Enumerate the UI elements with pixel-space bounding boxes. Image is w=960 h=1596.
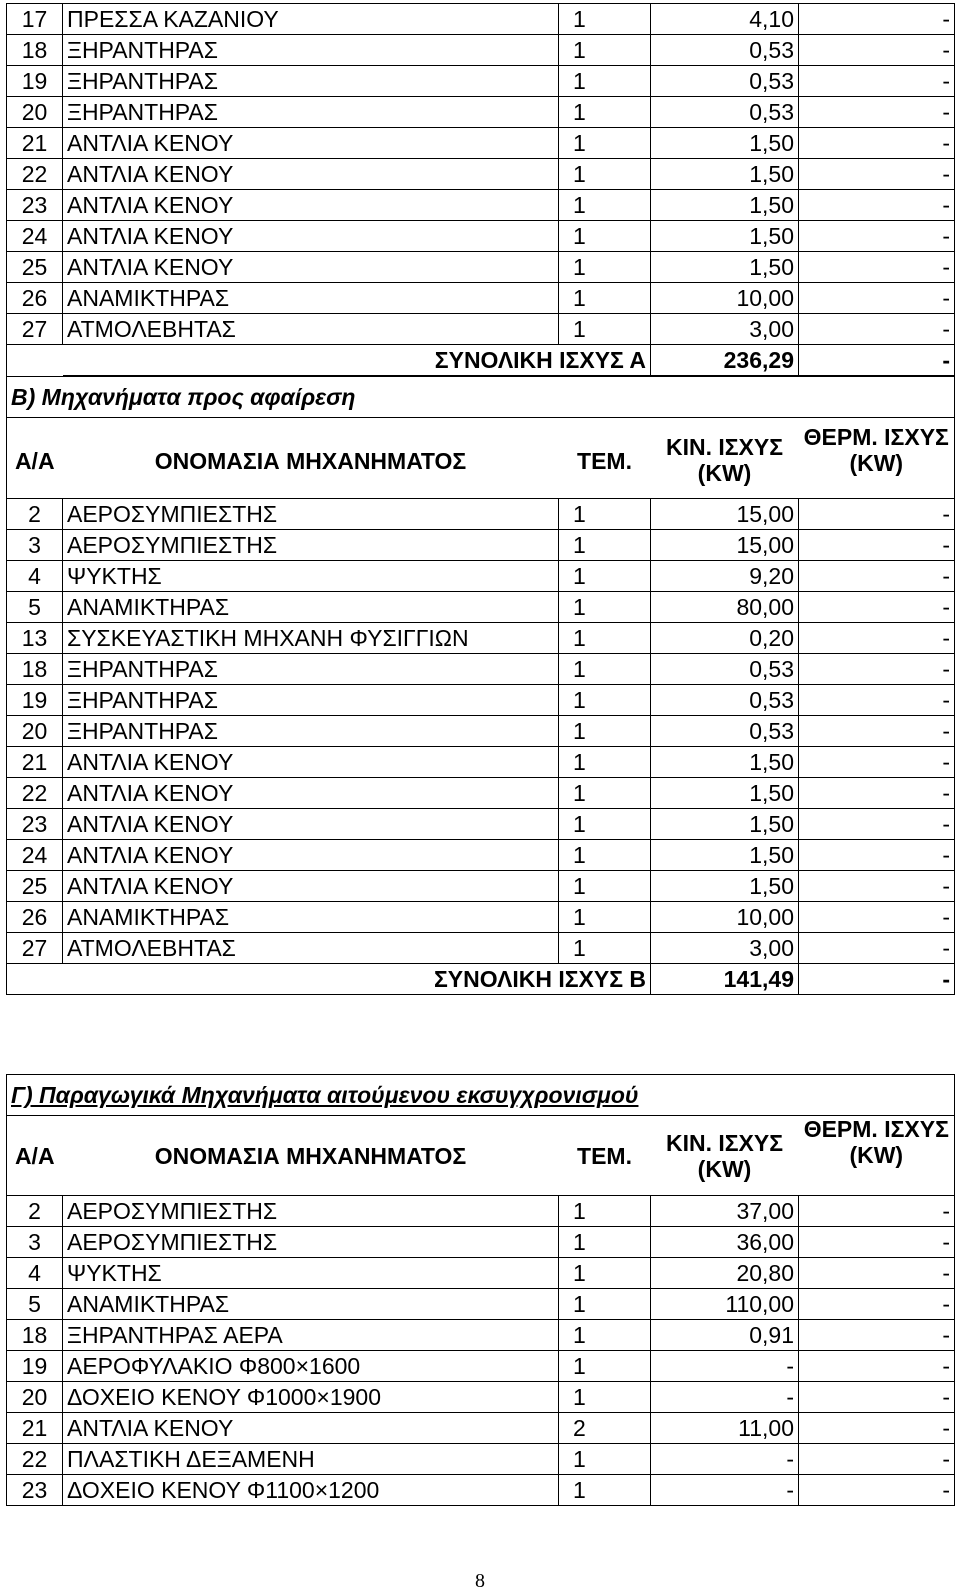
total-label: ΣΥΝΟΛΙΚΗ ΙΣΧΥΣ Β <box>63 963 651 994</box>
row-therm: - <box>799 1258 955 1289</box>
row-name: ΨΥΚΤΗΣ <box>63 560 559 591</box>
total-kin: 236,29 <box>651 345 799 376</box>
row-aa: 25 <box>7 870 63 901</box>
row-qty: 1 <box>559 932 651 963</box>
row-therm: - <box>799 66 955 97</box>
row-kin: 1,50 <box>651 128 799 159</box>
row-aa: 5 <box>7 1289 63 1320</box>
row-name: ΞΗΡΑΝΤΗΡΑΣ <box>63 97 559 128</box>
row-therm: - <box>799 715 955 746</box>
row-aa: 26 <box>7 283 63 314</box>
row-qty: 1 <box>559 283 651 314</box>
row-name: ΑΤΜΟΛΕΒΗΤΑΣ <box>63 314 559 345</box>
table-row <box>7 159 955 190</box>
row-aa: 23 <box>7 190 63 221</box>
table-row <box>7 221 955 252</box>
row-therm: - <box>799 190 955 221</box>
row-therm: - <box>799 1289 955 1320</box>
row-kin: 1,50 <box>651 252 799 283</box>
table-row <box>7 1413 955 1444</box>
header-qty: ΤΕΜ. <box>577 447 632 474</box>
row-name: ΑΕΡΟΣΥΜΠΙΕΣΤΗΣ <box>63 1227 559 1258</box>
row-name: ΑΕΡΟΣΥΜΠΙΕΣΤΗΣ <box>63 1196 559 1227</box>
row-qty: 1 <box>559 839 651 870</box>
table-row <box>7 932 955 963</box>
row-aa: 4 <box>7 1258 63 1289</box>
row-name: ΑΝΤΛΙΑ ΚΕΝΟΥ <box>63 1413 559 1444</box>
row-qty: 1 <box>559 1351 651 1382</box>
row-qty: 1 <box>559 97 651 128</box>
header-name: ΟΝΟΜΑΣΙΑ ΜΗΧΑΝΗΜΑΤΟΣ <box>154 447 467 474</box>
row-kin: 11,00 <box>651 1413 799 1444</box>
table-section-a <box>6 3 955 376</box>
row-kin: 1,50 <box>651 839 799 870</box>
row-aa: 3 <box>7 529 63 560</box>
table-row <box>7 1382 955 1413</box>
row-qty: 1 <box>559 1196 651 1227</box>
row-qty: 1 <box>559 622 651 653</box>
row-qty: 1 <box>559 653 651 684</box>
row-therm: - <box>799 159 955 190</box>
row-kin: 15,00 <box>651 498 799 529</box>
row-kin: - <box>651 1351 799 1382</box>
row-name: ΑΝΤΛΙΑ ΚΕΝΟΥ <box>63 190 559 221</box>
table-row <box>7 314 955 345</box>
row-therm: - <box>799 97 955 128</box>
row-therm: - <box>799 1382 955 1413</box>
row-kin: 1,50 <box>651 870 799 901</box>
header-aa: Α/Α <box>7 1116 63 1196</box>
table-row <box>7 4 955 35</box>
table-row <box>7 1227 955 1258</box>
table-row <box>7 777 955 808</box>
table-row <box>7 684 955 715</box>
table-row <box>7 1320 955 1351</box>
row-aa: 21 <box>7 128 63 159</box>
row-aa: 2 <box>7 498 63 529</box>
row-therm: - <box>799 1196 955 1227</box>
table-row <box>7 252 955 283</box>
section-c-title-row <box>7 1075 955 1116</box>
row-name: ΠΛΑΣΤΙΚΗ ΔΕΞΑΜΕΝΗ <box>63 1444 559 1475</box>
table-row <box>7 529 955 560</box>
row-therm: - <box>799 560 955 591</box>
row-qty: 1 <box>559 1258 651 1289</box>
table-row <box>7 1258 955 1289</box>
row-kin: 1,50 <box>651 221 799 252</box>
row-name: ΑΝΤΛΙΑ ΚΕΝΟΥ <box>63 746 559 777</box>
row-therm: - <box>799 808 955 839</box>
header-therm: ΘΕΡΜ. ΙΣΧΥΣ (KW) <box>799 424 955 498</box>
row-qty: 1 <box>559 777 651 808</box>
row-name: ΔΟΧΕΙΟ ΚΕΝΟΥ Φ1100×1200 <box>63 1475 559 1506</box>
row-name: ΑΕΡΟΣΥΜΠΙΕΣΤΗΣ <box>63 498 559 529</box>
header-qty: ΤΕΜ. <box>577 1142 632 1169</box>
row-therm: - <box>799 777 955 808</box>
row-aa: 26 <box>7 901 63 932</box>
row-aa: 5 <box>7 591 63 622</box>
table-row <box>7 901 955 932</box>
section-b-title-row <box>7 377 955 418</box>
section-title: Γ) Παραγωγικά Μηχανήματα αιτούμενου εκσυγχρονισμού <box>11 1082 639 1108</box>
row-kin: 0,53 <box>651 97 799 128</box>
table-row <box>7 870 955 901</box>
row-kin: 3,00 <box>651 314 799 345</box>
row-kin: 1,50 <box>651 808 799 839</box>
row-qty: 1 <box>559 190 651 221</box>
row-therm: - <box>799 1351 955 1382</box>
row-therm: - <box>799 746 955 777</box>
row-name: ΔΟΧΕΙΟ ΚΕΝΟΥ Φ1000×1900 <box>63 1382 559 1413</box>
row-therm: - <box>799 252 955 283</box>
row-therm: - <box>799 221 955 252</box>
row-therm: - <box>799 591 955 622</box>
row-qty: 1 <box>559 221 651 252</box>
header-name: ΟΝΟΜΑΣΙΑ ΜΗΧΑΝΗΜΑΤΟΣ <box>154 1142 467 1169</box>
row-aa: 21 <box>7 1413 63 1444</box>
row-kin: 3,00 <box>651 932 799 963</box>
row-name: ΑΝΑΜΙΚΤΗΡΑΣ <box>63 591 559 622</box>
row-aa: 18 <box>7 1320 63 1351</box>
total-row-b <box>7 963 955 994</box>
row-aa: 18 <box>7 653 63 684</box>
header-row <box>7 1116 955 1196</box>
row-qty: 1 <box>559 808 651 839</box>
row-kin: 4,10 <box>651 4 799 35</box>
row-qty: 1 <box>559 1382 651 1413</box>
table-row <box>7 653 955 684</box>
row-kin: 0,53 <box>651 35 799 66</box>
row-name: ΞΗΡΑΝΤΗΡΑΣ <box>63 35 559 66</box>
table-row <box>7 1475 955 1506</box>
row-kin: 37,00 <box>651 1196 799 1227</box>
table-row <box>7 283 955 314</box>
row-therm: - <box>799 932 955 963</box>
row-aa: 22 <box>7 777 63 808</box>
row-name: ΞΗΡΑΝΤΗΡΑΣ <box>63 715 559 746</box>
row-name: ΑΝΤΛΙΑ ΚΕΝΟΥ <box>63 808 559 839</box>
row-therm: - <box>799 839 955 870</box>
row-name: ΑΝΤΛΙΑ ΚΕΝΟΥ <box>63 221 559 252</box>
row-qty: 1 <box>559 684 651 715</box>
header-kin: ΚΙΝ. ΙΣΧΥΣ (KW) <box>665 1129 784 1182</box>
row-therm: - <box>799 529 955 560</box>
total-kin: 141,49 <box>651 963 799 994</box>
row-name: ΞΗΡΑΝΤΗΡΑΣ <box>63 653 559 684</box>
total-therm: - <box>799 345 955 376</box>
row-qty: 1 <box>559 498 651 529</box>
row-name: ΑΝΤΛΙΑ ΚΕΝΟΥ <box>63 252 559 283</box>
row-aa: 20 <box>7 1382 63 1413</box>
row-kin: 0,53 <box>651 653 799 684</box>
row-kin: 15,00 <box>651 529 799 560</box>
row-therm: - <box>799 1475 955 1506</box>
table-row <box>7 35 955 66</box>
page-number: 8 <box>475 1570 485 1592</box>
row-qty: 1 <box>559 66 651 97</box>
row-aa: 25 <box>7 252 63 283</box>
row-kin: 0,91 <box>651 1320 799 1351</box>
row-aa: 22 <box>7 1444 63 1475</box>
row-kin: - <box>651 1475 799 1506</box>
row-aa: 23 <box>7 1475 63 1506</box>
row-therm: - <box>799 1320 955 1351</box>
row-therm: - <box>799 1227 955 1258</box>
total-row-a <box>7 345 955 376</box>
header-row <box>7 424 955 498</box>
row-name: ΑΝΤΛΙΑ ΚΕΝΟΥ <box>63 777 559 808</box>
row-qty: 1 <box>559 314 651 345</box>
row-kin: 0,20 <box>651 622 799 653</box>
row-aa: 17 <box>7 4 63 35</box>
row-qty: 1 <box>559 901 651 932</box>
row-name: ΑΕΡΟΣΥΜΠΙΕΣΤΗΣ <box>63 529 559 560</box>
row-qty: 1 <box>559 529 651 560</box>
row-name: ΑΤΜΟΛΕΒΗΤΑΣ <box>63 932 559 963</box>
row-aa: 24 <box>7 839 63 870</box>
row-kin: 0,53 <box>651 715 799 746</box>
row-therm: - <box>799 653 955 684</box>
row-aa: 13 <box>7 622 63 653</box>
row-kin: 36,00 <box>651 1227 799 1258</box>
row-qty: 1 <box>559 1320 651 1351</box>
table-row <box>7 1289 955 1320</box>
row-name: ΑΝΤΛΙΑ ΚΕΝΟΥ <box>63 839 559 870</box>
row-aa: 4 <box>7 560 63 591</box>
row-therm: - <box>799 684 955 715</box>
row-qty: 1 <box>559 159 651 190</box>
table-row <box>7 622 955 653</box>
row-therm: - <box>799 35 955 66</box>
row-name: ΞΗΡΑΝΤΗΡΑΣ <box>63 66 559 97</box>
row-aa: 20 <box>7 715 63 746</box>
table-row <box>7 591 955 622</box>
row-name: ΑΕΡΟΦΥΛΑΚΙΟ Φ800×1600 <box>63 1351 559 1382</box>
row-qty: 1 <box>559 746 651 777</box>
row-therm: - <box>799 4 955 35</box>
row-kin: 10,00 <box>651 283 799 314</box>
row-qty: 2 <box>559 1413 651 1444</box>
row-qty: 1 <box>559 715 651 746</box>
row-name: ΑΝΤΛΙΑ ΚΕΝΟΥ <box>63 159 559 190</box>
row-qty: 1 <box>559 4 651 35</box>
table-row <box>7 1196 955 1227</box>
row-kin: 1,50 <box>651 190 799 221</box>
table-row <box>7 808 955 839</box>
row-kin: 10,00 <box>651 901 799 932</box>
header-therm: ΘΕΡΜ. ΙΣΧΥΣ (KW) <box>799 1116 955 1196</box>
total-therm: - <box>799 963 955 994</box>
table-row <box>7 1351 955 1382</box>
table-section-b <box>6 376 955 995</box>
row-aa: 23 <box>7 808 63 839</box>
table-row <box>7 66 955 97</box>
row-kin: 0,53 <box>651 66 799 97</box>
row-therm: - <box>799 870 955 901</box>
row-kin: - <box>651 1444 799 1475</box>
table-row <box>7 839 955 870</box>
row-qty: 1 <box>559 1289 651 1320</box>
row-aa: 19 <box>7 684 63 715</box>
row-aa: 19 <box>7 1351 63 1382</box>
row-name: ΞΗΡΑΝΤΗΡΑΣ ΑΕΡΑ <box>63 1320 559 1351</box>
row-aa: 3 <box>7 1227 63 1258</box>
total-label: ΣΥΝΟΛΙΚΗ ΙΣΧΥΣ Α <box>63 345 651 376</box>
row-name: ΑΝΑΜΙΚΤΗΡΑΣ <box>63 1289 559 1320</box>
row-kin: 9,20 <box>651 560 799 591</box>
row-qty: 1 <box>559 35 651 66</box>
row-therm: - <box>799 622 955 653</box>
row-name: ΑΝΑΜΙΚΤΗΡΑΣ <box>63 901 559 932</box>
row-therm: - <box>799 314 955 345</box>
row-kin: 1,50 <box>651 746 799 777</box>
header-kin: ΚΙΝ. ΙΣΧΥΣ (KW) <box>665 434 784 486</box>
header-aa: Α/Α <box>7 424 63 498</box>
table-row <box>7 1444 955 1475</box>
row-name: ΨΥΚΤΗΣ <box>63 1258 559 1289</box>
row-aa: 27 <box>7 314 63 345</box>
row-qty: 1 <box>559 1227 651 1258</box>
row-aa: 18 <box>7 35 63 66</box>
row-name: ΞΗΡΑΝΤΗΡΑΣ <box>63 684 559 715</box>
row-kin: 80,00 <box>651 591 799 622</box>
row-aa: 21 <box>7 746 63 777</box>
row-aa: 20 <box>7 97 63 128</box>
section-title: Β) Μηχανήματα προς αφαίρεση <box>7 377 955 418</box>
row-therm: - <box>799 128 955 159</box>
row-qty: 1 <box>559 870 651 901</box>
row-aa: 22 <box>7 159 63 190</box>
row-aa: 24 <box>7 221 63 252</box>
row-name: ΑΝΤΛΙΑ ΚΕΝΟΥ <box>63 870 559 901</box>
row-aa: 19 <box>7 66 63 97</box>
row-kin: 1,50 <box>651 777 799 808</box>
row-kin: 20,80 <box>651 1258 799 1289</box>
row-qty: 1 <box>559 560 651 591</box>
table-row <box>7 128 955 159</box>
table-row <box>7 715 955 746</box>
row-kin: 0,53 <box>651 684 799 715</box>
row-therm: - <box>799 1413 955 1444</box>
table-section-c <box>6 1074 955 1506</box>
table-row <box>7 746 955 777</box>
row-name: ΠΡΕΣΣΑ ΚΑΖΑΝΙΟΥ <box>63 4 559 35</box>
table-row <box>7 560 955 591</box>
row-therm: - <box>799 1444 955 1475</box>
table-row <box>7 97 955 128</box>
table-row <box>7 190 955 221</box>
row-kin: 110,00 <box>651 1289 799 1320</box>
row-name: ΑΝΑΜΙΚΤΗΡΑΣ <box>63 283 559 314</box>
row-qty: 1 <box>559 128 651 159</box>
row-name: ΣΥΣΚΕΥΑΣΤΙΚΗ ΜΗΧΑΝΗ ΦΥΣΙΓΓΙΩΝ <box>63 622 559 653</box>
row-qty: 1 <box>559 591 651 622</box>
row-aa: 27 <box>7 932 63 963</box>
row-kin: - <box>651 1382 799 1413</box>
table-row <box>7 498 955 529</box>
row-therm: - <box>799 283 955 314</box>
row-name: ΑΝΤΛΙΑ ΚΕΝΟΥ <box>63 128 559 159</box>
row-qty: 1 <box>559 1475 651 1506</box>
row-qty: 1 <box>559 252 651 283</box>
row-kin: 1,50 <box>651 159 799 190</box>
row-therm: - <box>799 498 955 529</box>
row-therm: - <box>799 901 955 932</box>
row-qty: 1 <box>559 1444 651 1475</box>
row-aa: 2 <box>7 1196 63 1227</box>
